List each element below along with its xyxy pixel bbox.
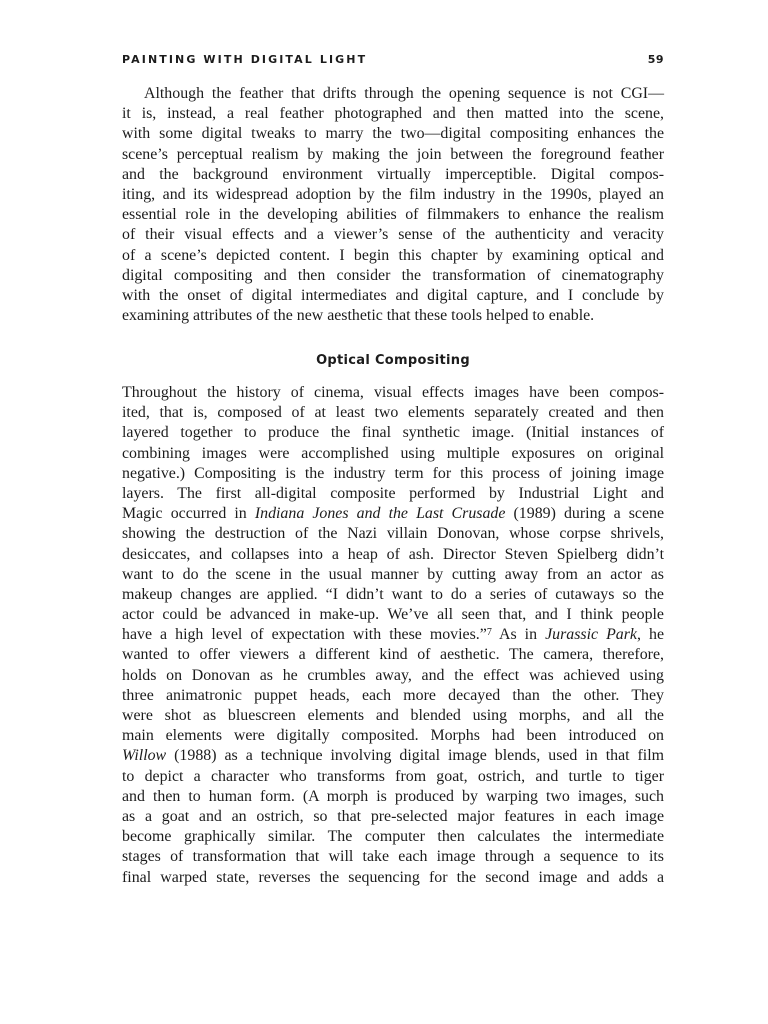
text-line: iting, and its widespread adoption by the film industry in the 1990s, played an — [122, 185, 664, 203]
footnote-marker[interactable]: 7 — [486, 627, 492, 639]
text-segment: (1989) during a scene — [505, 505, 665, 523]
text-line — [122, 504, 664, 524]
text-line — [122, 625, 664, 645]
text-line: actor could be advanced in make-up. We’ve all seen that, and I think people — [122, 606, 664, 624]
text-segment: have a high level of expectation with these movies.” — [122, 626, 487, 644]
text-line: holds on Donovan as he crumbles away, and the effect was achieved using — [122, 666, 664, 684]
text-line: become graphically similar. The computer then calculates the intermediate — [122, 828, 664, 846]
text-line: with some digital tweaks to marry the two—digital compositing enhances the — [122, 125, 664, 143]
text-line: desiccates, and collapses into a heap of ash. Director Steven Spielberg didn’t — [122, 545, 664, 563]
running-head — [122, 51, 664, 69]
text-line: examining attributes of the new aesthetic that these tools helped to enable. — [122, 307, 595, 325]
text-line: main elements were digitally composited. Morphs had been introduced on — [122, 727, 664, 745]
text-segment: As in — [491, 626, 546, 644]
text-line: of a scene’s depicted content. I begin this chapter by examining optical and — [122, 246, 664, 264]
text-line: three animatronic puppet heads, each more decayed than the other. They — [122, 686, 664, 704]
page-number: 59 — [647, 53, 664, 66]
text-line: combining images were accomplished using multiple exposures on original — [122, 444, 664, 462]
text-line: want to do the scene in the usual manner by cutting away from an actor as — [122, 565, 664, 583]
text-line: digital compositing and then consider the transformation of cinematography — [122, 266, 664, 284]
text-line: negative.) Compositing is the industry term for this process of joining image — [122, 464, 664, 482]
text-line: makeup changes are applied. “I didn’t want to do a series of cutaways so the — [122, 585, 664, 603]
text-line: wanted to offer viewers a different kind of aesthetic. The camera, therefore, — [122, 646, 664, 664]
text-segment: Magic occurred in — [122, 505, 255, 523]
text-line: showing the destruction of the Nazi villain Donovan, whose corpse shrivels, — [122, 525, 664, 543]
text-line: essential role in the developing abilities of filmmakers to enhance the realism — [122, 206, 664, 224]
text-line: final warped state, reverses the sequencing for the second image and adds a — [122, 868, 664, 886]
book-page — [122, 0, 664, 1024]
text-line: Although the feather that drifts through the opening sequence is not CGI— — [144, 85, 664, 102]
text-segment: , he — [636, 626, 664, 644]
film-title: Willow — [122, 747, 167, 765]
text-segment: (1988) as a technique involving digital image blends, used in that film — [166, 747, 664, 765]
text-line: and then to human form. (A morph is produced by warping two images, such — [122, 787, 664, 805]
text-line — [122, 746, 664, 766]
text-line: layered together to produce the final synthetic image. (Initial instances of — [122, 424, 664, 442]
section-heading: Optical Compositing — [316, 353, 470, 368]
running-title: PAINTING WITH DIGITAL LIGHT — [122, 53, 368, 66]
film-title: Jurassic Park — [545, 626, 637, 644]
text-line: of their visual effects and a viewer’s sense of the authenticity and veracity — [122, 226, 664, 244]
text-line: it is, instead, a real feather photographed and then matted into the scene, — [122, 105, 664, 123]
text-line: to depict a character who transforms from goat, ostrich, and turtle to tiger — [122, 767, 664, 785]
text-line: scene’s perceptual realism by making the join between the foreground feather — [122, 145, 664, 163]
text-line: layers. The first all-digital composite performed by Industrial Light and — [122, 484, 664, 502]
text-line: ited, that is, composed of at least two elements separately created and then — [122, 404, 664, 422]
paragraph-optical-compositing — [122, 383, 664, 888]
text-line: stages of transformation that will take each image through a sequence to its — [122, 848, 664, 866]
paragraph-intro — [122, 84, 664, 326]
text-line: were shot as bluescreen elements and blended using morphs, and all the — [122, 707, 664, 724]
film-title: Indiana Jones and the Last Crusade — [254, 505, 506, 523]
text-line: with the onset of digital intermediates and digital capture, and I conclude by — [122, 286, 664, 304]
text-line: Throughout the history of cinema, visual effects images have been compos- — [122, 384, 664, 401]
text-line: as a goat and an ostrich, so that pre-selected major features in each image — [122, 807, 664, 825]
text-line: and the background environment virtually imperceptible. Digital compos- — [122, 165, 664, 183]
